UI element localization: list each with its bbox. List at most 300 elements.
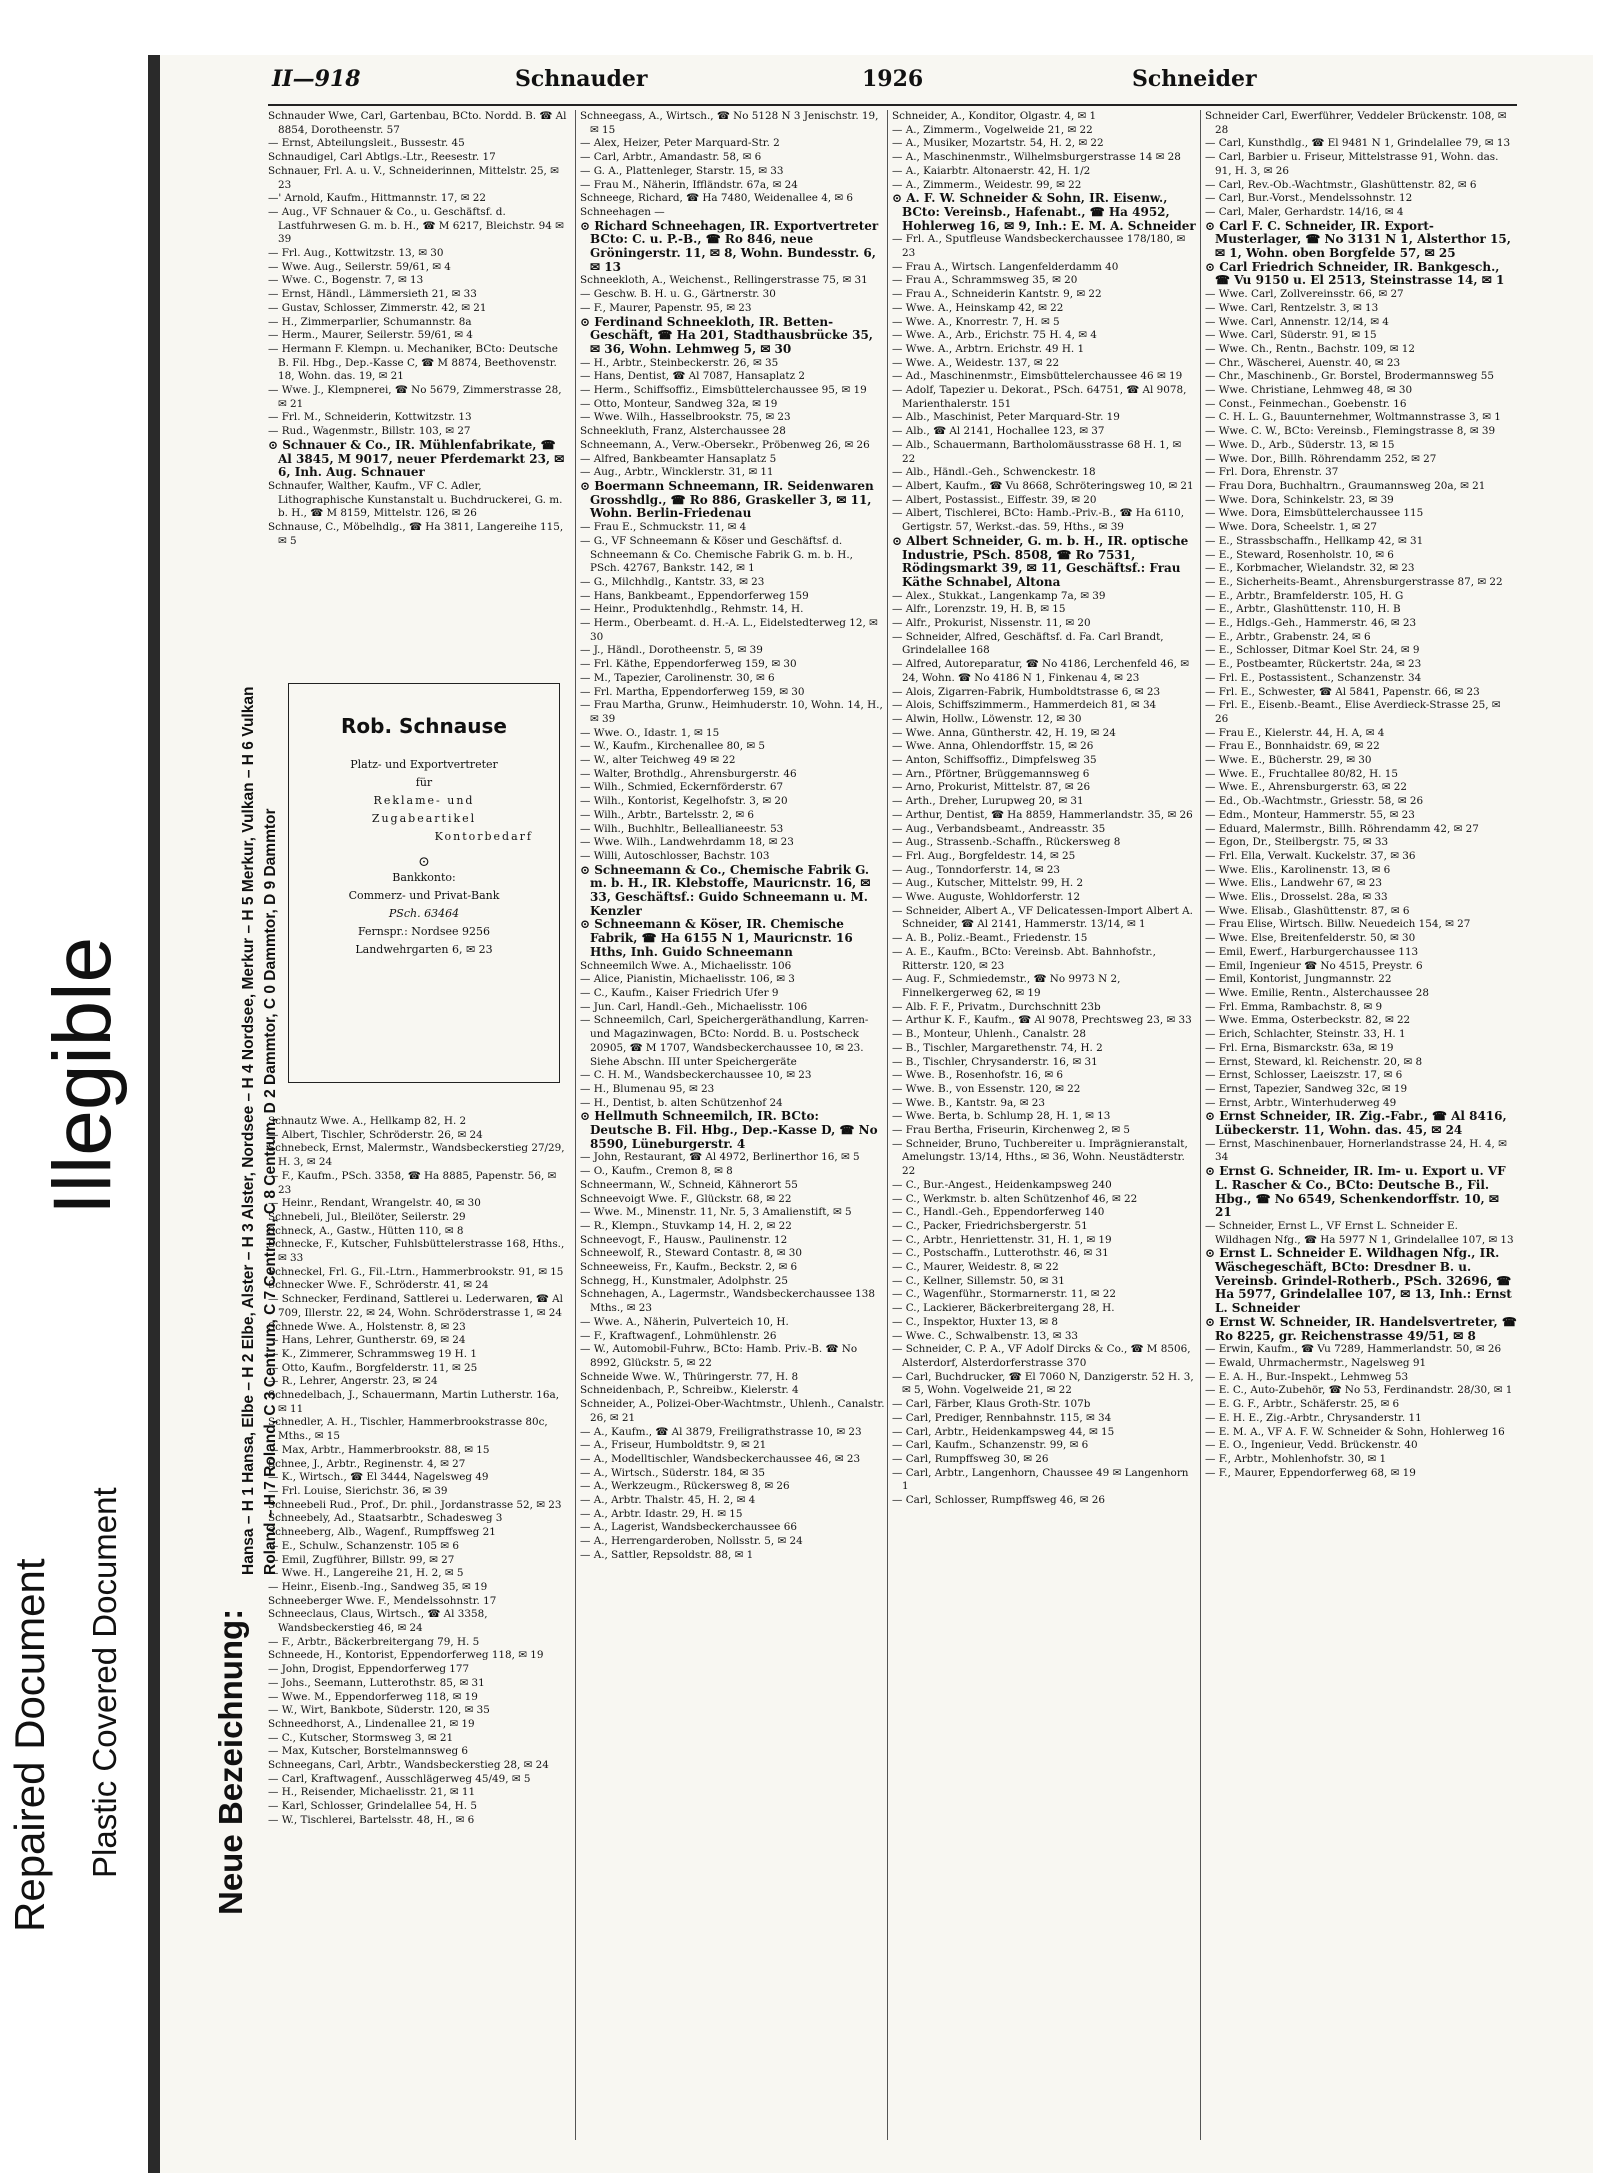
directory-entry: Schnecker Wwe. F., Schröderstr. 41, ✉ 24	[268, 1279, 489, 1292]
directory-entry: — Alb., ☎ Al 2141, Hochallee 123, ✉ 37	[892, 425, 1105, 438]
directory-entry: Schneekluth, Franz, Alsterchaussee 28	[580, 425, 786, 438]
column-4	[1205, 110, 1517, 2150]
directory-entry: — Ernst, Maschinenbauer, Hornerlandstrasse 24, H. 4, ✉ 34	[1205, 1137, 1507, 1164]
directory-entry: — Hans, Bankbeamt., Eppendorferweg 159	[580, 589, 809, 602]
directory-entry: — Frl. E., Schwester, ☎ Al 5841, Papenstr. 66, ✉ 23	[1205, 685, 1480, 698]
directory-entry: — Alwin, Hollw., Löwenstr. 12, ✉ 30	[892, 712, 1082, 725]
directory-entry: — Wwe. A., Arb., Erichstr. 75 H. 4, ✉ 4	[892, 329, 1097, 342]
directory-entry: — Wwe. A., Näherin, Pulverteich 10, H.	[580, 1315, 789, 1328]
directory-entry: — C., Kutscher, Stormsweg 3, ✉ 21	[268, 1731, 454, 1744]
directory-entry: — A., Maschinenmstr., Wilhelmsburgerstrasse 14 ✉ 28	[892, 151, 1181, 164]
left-guide-word: Schnauder	[515, 66, 648, 92]
directory-entry: — Wilh., Arbtr., Bartelsstr. 2, ✉ 6	[580, 808, 755, 821]
directory-entry: — Wwe. J., Klempnerei, ☎ No 5679, Zimmerstrasse 28, ✉ 21	[268, 384, 562, 410]
directory-entry: ⊙ Ernst L. Schneider E. Wildhagen Nfg., IR. Wäschegeschäft, BCto: Dresdner B. u. Vereinsb. Grindel-Rotherb., PSch. 32696, ☎ Ha 5977, Grindelallee 107, ✉ 13, Inh.: Ernst L. Schneider	[1205, 1246, 1512, 1316]
directory-entry: — Wwe. C., Bogenstr. 7, ✉ 13	[268, 274, 424, 287]
directory-entry: — B., Tischler, Chrysanderstr. 16, ✉ 31	[892, 1055, 1098, 1068]
directory-entry: — C. H. L. G., Bauunternehmer, Woltmannstrasse 3, ✉ 1	[1205, 411, 1501, 424]
directory-entry: — Aug. F., Schmiedemstr., ☎ No 9973 N 2, Finnelkergerweg 62, ✉ 19	[892, 973, 1121, 999]
directory-entry: Schneeberger Wwe. F., Mendelssohnstr. 17	[268, 1594, 497, 1607]
sidebar-label: Neue Bezeichnung:	[212, 1608, 249, 1915]
directory-entry: — A., Zimmerm., Vogelweide 21, ✉ 22	[892, 123, 1093, 136]
directory-entry: ⊙ Hellmuth Schneemilch, IR. BCto: Deutsche B. Fil. Hbg., Dep.-Kasse D, ☎ No 8590, Lüneburgerstr. 4	[580, 1109, 878, 1151]
directory-entry: — Frau E., Bonnhaidstr. 69, ✉ 22	[1205, 740, 1380, 753]
directory-entry: ⊙ Carl Friedrich Schneider, IR. Bankgesch., ☎ Vu 9150 u. El 2513, Steinstrasse 14, ✉ 1	[1205, 259, 1505, 288]
directory-entry: — Frl. Martha, Eppendorferweg 159, ✉ 30	[580, 685, 805, 698]
directory-entry: — R., Lehrer, Angerstr. 23, ✉ 24	[268, 1375, 438, 1388]
directory-entry: — A. B., Poliz.-Beamt., Friedenstr. 15	[892, 932, 1088, 945]
column-3	[892, 110, 1197, 2150]
ad-line: Platz- und Exportvertreter	[350, 757, 498, 771]
directory-entry: — Alfr., Prokurist, Nissenstr. 11, ✉ 20	[892, 617, 1091, 630]
directory-entry: — C., Arbtr., Henriettenstr. 31, H. 1, ✉ 19	[892, 1233, 1112, 1246]
sidebar-codes-line-1: Hansa – H 1 Hansa, Elbe – H 2 Elbe, Alster – H 3 Alster, Nordsee – H 4 Nordsee, Merkur – H 5 Merkur, Vulkan – H 6 Vulkan	[240, 686, 257, 1575]
directory-entry: Schneege, Richard, ☎ Ha 7480, Weidenallee 4, ✉ 6	[580, 192, 854, 205]
ad-line: Zugabeartikel	[371, 811, 477, 825]
directory-entry: Schneevogt, F., Hausw., Paulinenstr. 12	[580, 1233, 788, 1246]
directory-entry: — Wwe. Berta, b. Schlump 28, H. 1, ✉ 13	[892, 1110, 1111, 1123]
header-rule	[268, 104, 1517, 106]
directory-entry: Schneehagen —	[580, 205, 665, 218]
directory-entry: — Arn., Pförtner, Brüggemannsweg 6	[892, 767, 1090, 780]
directory-entry: — Carl, Färber, Klaus Groth-Str. 107b	[892, 1398, 1091, 1411]
directory-entry: — Ernst, Schlosser, Laeiszstr. 17, ✉ 6	[1205, 1069, 1403, 1082]
directory-entry: — Ernst, Händl., Lämmersieth 21, ✉ 33	[268, 288, 477, 301]
directory-entry: Schneewolf, R., Steward Contastr. 8, ✉ 30	[580, 1247, 803, 1260]
directory-entry: — Alfred, Bankbeamter Hansaplatz 5	[580, 452, 777, 465]
directory-entry: ⊙ Boermann Schneemann, IR. Seidenwaren Grosshdlg., ☎ Ro 886, Graskeller 3, ✉ 11, Wohn. Berlin-Friedenau	[580, 478, 874, 521]
directory-entry: — Wwe. Emilie, Rentn., Alsterchaussee 28	[1205, 987, 1429, 999]
directory-entry: — E., Arbtr., Grabenstr. 24, ✉ 6	[1205, 630, 1371, 643]
directory-entry: — E. C., Auto-Zubehör, ☎ No 53, Ferdinandstr. 28/30, ✉ 1	[1205, 1384, 1513, 1397]
directory-entry: — Frau E., Kielerstr. 44, H. A, ✉ 4	[1205, 726, 1385, 739]
ad-address: Landwehrgarten 6, ✉ 23	[355, 943, 493, 957]
directory-entry: — E. M. A., VF A. F. W. Schneider & Sohn, Hohlerweg 16	[1205, 1425, 1505, 1438]
directory-entry: — Chr., Maschinenb., Gr. Borstel, Brodermannsweg 55	[1205, 370, 1494, 383]
directory-entry: — Wwe. Carl, Zollvereinsstr. 66, ✉ 27	[1205, 288, 1404, 301]
directory-entry: — Alfred, Autoreparatur, ☎ No 4186, Lerchenfeld 46, ✉ 24, Wohn. ☎ No 4186 N 1, Finkenau 4, ✉ 23	[892, 658, 1189, 684]
directory-entry: — Wwe. B., Rosenhofstr. 16, ✉ 6	[892, 1069, 1063, 1082]
directory-entry: — Wwe. E., Fruchtallee 80/82, H. 15	[1205, 767, 1398, 780]
directory-entry: — Wwe. Aug., Seilerstr. 59/61, ✉ 4	[268, 260, 451, 273]
directory-entry: Schnecke, F., Kutscher, Fuhlsbüttelerstrasse 168, Hths., ✉ 33	[268, 1238, 565, 1265]
directory-entry: — A., Herrengarderoben, Nollsstr. 5, ✉ 24	[580, 1535, 803, 1548]
directory-entry: — W., Wirt, Bankbote, Süderstr. 120, ✉ 35	[268, 1704, 490, 1717]
directory-entry: — Frau A., Wirtsch. Langenfelderdamm 40	[892, 260, 1119, 273]
directory-entry: — C., Handl.-Geh., Eppendorferweg 140	[892, 1206, 1105, 1219]
directory-entry: — Carl, Schlosser, Rumpffsweg 46, ✉ 26	[892, 1494, 1105, 1507]
directory-entry: Schneider Carl, Ewerführer, Veddeler Brückenstr. 108, ✉ 28	[1205, 110, 1507, 136]
directory-entry: — Wwe. C., Schwalbenstr. 13, ✉ 33	[892, 1329, 1079, 1342]
directory-entry: — K., Zimmerer, Schrammsweg 19 H. 1	[268, 1347, 477, 1360]
directory-entry: — E. A. H., Bur.-Inspekt., Lehmweg 53	[1205, 1370, 1409, 1383]
directory-entry: Schnedler, A. H., Tischler, Hammerbrookstrasse 80c, Mths., ✉ 15	[268, 1416, 548, 1443]
directory-entry: Schneider, A., Konditor, Olgastr. 4, ✉ 1	[892, 110, 1097, 122]
directory-entry: — Alois, Zigarren-Fabrik, Humboldtstrasse 6, ✉ 23	[892, 685, 1161, 698]
directory-entry: — B., Monteur, Uhlenh., Canalstr. 28	[892, 1028, 1087, 1041]
directory-entry: — Carl, Maler, Gerhardstr. 14/16, ✉ 4	[1205, 205, 1404, 218]
directory-entry: — John, Drogist, Eppendorferweg 177	[268, 1663, 470, 1676]
directory-entry: — Const., Feinmechan., Goebenstr. 16	[1205, 397, 1407, 410]
directory-entry: Schneermann, W., Schneid, Kähnerort 55	[580, 1178, 798, 1191]
directory-entry: ⊙ Schneemann & Co., Chemische Fabrik G. m. b. H., IR. Klebstoffe, Mauricnstr. 16, ✉ 33, Geschäftsf.: Guido Schneemann u. M. Kenzler	[580, 862, 871, 918]
directory-entry: — Walter, Brothdlg., Ahrensburgerstr. 46	[580, 767, 797, 780]
column-1-lower-list	[268, 1115, 568, 2150]
directory-entry: — M., Tapezier, Carolinenstr. 30, ✉ 6	[580, 671, 775, 684]
directory-entry: — Hans, Lehrer, Guntherstr. 69, ✉ 24	[268, 1334, 466, 1347]
directory-entry: Schnede Wwe. A., Holstenstr. 8, ✉ 23	[268, 1320, 466, 1333]
directory-entry: — H., Zimmerparlier, Schumannstr. 8a	[268, 315, 472, 328]
directory-entry: — Willi, Autoschlosser, Bachstr. 103	[580, 849, 770, 862]
directory-entry: — A., Musiker, Mozartstr. 54, H. 2, ✉ 22	[892, 137, 1104, 150]
directory-entry: — Herm., Maurer, Seilerstr. 59/61, ✉ 4	[268, 329, 473, 342]
directory-entry: — Schneemilch, Carl, Speichergeräthandlung, Karren- und Magazinwagen, BCto: Nordd. B. u. Postscheck 20905, ☎ M 1707, Wandsbeckerchaussee 10, ✉ 23. Siehe Abschn. III unter Speichergeräte	[580, 1014, 869, 1068]
directory-entry: — A., Friseur, Humboldtstr. 9, ✉ 21	[580, 1439, 767, 1452]
directory-entry: — Frl. Emma, Rambachstr. 8, ✉ 9	[1205, 1000, 1383, 1013]
directory-entry: — Erwin, Kaufm., ☎ Vu 7289, Hammerlandstr. 50, ✉ 26	[1205, 1343, 1502, 1356]
directory-entry: Schnaufer, Walther, Kaufm., VF C. Adler, Lithographische Kunstanstalt u. Buchdruckerei, G. m. b. H., ☎ M 8159, Mittelstr. 126, ✉ 26	[268, 479, 563, 520]
directory-entry: — Carl, Bur.-Vorst., Mendelssohnstr. 12	[1205, 192, 1413, 205]
directory-entry: — E., Arbtr., Glashüttenstr. 110, H. B	[1205, 603, 1401, 616]
directory-entry: ⊙ A. F. W. Schneider & Sohn, IR. Eisenw., BCto: Vereinsb., Hafenabt., ☎ Ha 4952, Hohlerweg 16, ✉ 9, Inh.: E. M. A. Schneider	[892, 191, 1196, 233]
directory-entry: — Frl. Ella, Verwalt. Kuckelstr. 37, ✉ 36	[1205, 849, 1416, 862]
directory-entry: — Jun. Carl, Handl.-Geh., Michaelisstr. 106	[580, 1000, 808, 1013]
directory-entry: — Rud., Wagenmstr., Billstr. 103, ✉ 27	[268, 425, 471, 438]
directory-entry: — Wwe. M., Eppendorferweg 118, ✉ 19	[268, 1690, 478, 1703]
directory-entry: — Frl. Louise, Sierichstr. 36, ✉ 39	[268, 1484, 448, 1497]
directory-entry: — Edm., Monteur, Hammerstr. 55, ✉ 23	[1205, 808, 1415, 821]
directory-entry: — Wwe. Anna, Ohlendorffstr. 15, ✉ 26	[892, 740, 1094, 753]
directory-entry: — Albert, Tischlerei, BCto: Hamb.-Priv.-B., ☎ Ha 6110, Gertigstr. 57, Werkst.-das. 59, Hths., ✉ 39	[892, 507, 1185, 534]
directory-entry: — E. H. E., Zig.-Arbtr., Chrysanderstr. 11	[1205, 1411, 1422, 1424]
directory-year: 1926	[862, 66, 924, 92]
directory-entry: — A., Modelltischler, Wandsbeckerchaussee 46, ✉ 23	[580, 1452, 861, 1465]
ad-line: Kontorbedarf	[434, 829, 533, 843]
directory-entry: — Frau Martha, Grunw., Heimhuderstr. 10, Wohn. 14, H., ✉ 39	[580, 699, 883, 725]
directory-entry: — Wilh., Buchhltr., Belleallianeestr. 53	[580, 822, 784, 835]
directory-entry: — Schneider, Albert A., VF Delicatessen-Import Albert A. Schneider, ☎ Al 2141, Hammerstr. 13/14, ✉ 1	[892, 904, 1193, 931]
directory-entry: ⊙ Ernst W. Schneider, IR. Handelsvertreter, ☎ Ro 8225, gr. Reichenstrasse 49/51, ✉ 8	[1205, 1314, 1517, 1343]
directory-entry: — A., Lagerist, Wandsbeckerchaussee 66	[580, 1521, 797, 1534]
directory-entry: — Frau A., Schrammsweg 35, ✉ 20	[892, 274, 1078, 287]
directory-entry: Schnautz Wwe. A., Hellkamp 82, H. 2	[268, 1115, 467, 1127]
directory-entry: — Frl. Erna, Bismarckstr. 63a, ✉ 19	[1205, 1041, 1394, 1054]
directory-entry: — G., VF Schneemann & Köser und Geschäftsf. d. Schneemann & Co. Chemische Fabrik G. m. b. H., PSch. 42767, Bankstr. 142, ✉ 1	[580, 534, 853, 575]
directory-entry: — H., Arbtr., Steinbeckerstr. 26, ✉ 35	[580, 356, 779, 369]
directory-entry: — C., Kellner, Sillemstr. 50, ✉ 31	[892, 1274, 1065, 1287]
column-1-upper-list	[268, 110, 568, 655]
repaired-document-stamp: Repaired Document	[6, 1558, 53, 1932]
directory-entry: Schnebeli, Jul., Bleilöter, Seilerstr. 29	[268, 1210, 466, 1223]
directory-entry: — Frl. A., Sputfleuse Wandsbeckerchaussee 178/180, ✉ 23	[892, 233, 1186, 260]
directory-entry: — Wwe. Dor., Billh. Röhrendamm 252, ✉ 27	[1205, 452, 1437, 465]
directory-entry: — Wwe. Dora, Eimsbüttelerchaussee 115	[1205, 507, 1424, 520]
directory-entry: — Carl, Kraftwagenf., Ausschlägerweg 45/49, ✉ 5	[268, 1772, 531, 1785]
directory-entry: Schneeweiss, Fr., Kaufm., Beckstr. 2, ✉ 6	[580, 1261, 798, 1274]
directory-entry: Schneck, A., Gastw., Hütten 110, ✉ 8	[268, 1224, 464, 1237]
directory-entry: — Carl, Arbtr., Heidenkampsweg 44, ✉ 15	[892, 1425, 1115, 1438]
directory-entry: — Wwe. A., Heinskamp 42, ✉ 22	[892, 301, 1064, 314]
directory-entry: Schneekloth, A., Weichenst., Rellingerstrasse 75, ✉ 31	[580, 274, 868, 287]
directory-entry: — Carl, Arbtr., Langenhorn, Chaussee 49 ✉ Langenhorn 1	[892, 1466, 1189, 1493]
directory-entry: Schneedhorst, A., Lindenallee 21, ✉ 19	[268, 1717, 475, 1730]
directory-entry: — Ernst, Tapezier, Sandweg 32c, ✉ 19	[1205, 1082, 1408, 1095]
directory-entry: — A., Werkzeugm., Rückersweg 8, ✉ 26	[580, 1480, 790, 1493]
directory-entry: — C., Inspektor, Huxter 13, ✉ 8	[892, 1315, 1058, 1328]
directory-entry: ⊙ Schnauer & Co., IR. Mühlenfabrikate, ☎ Al 3845, M 9017, neuer Pferdemarkt 23, ✉ 6, Inh. Aug. Schnauer	[268, 437, 565, 480]
directory-entry: — Ad., Maschinenmstr., Eimsbüttelerchaussee 46 ✉ 19	[892, 370, 1183, 383]
directory-entry: — E., Postbeamter, Rückertstr. 24a, ✉ 23	[1205, 658, 1422, 671]
directory-entry: Schnehagen, A., Lagermstr., Wandsbeckerchaussee 138 Mths., ✉ 23	[580, 1288, 875, 1315]
column-2	[580, 110, 885, 2150]
directory-entry: — E., Hdlgs.-Geh., Hammerstr. 46, ✉ 23	[1205, 617, 1417, 630]
plastic-covered-stamp: Plastic Covered Document	[86, 1487, 123, 1878]
directory-entry: Schnauder Wwe, Carl, Gartenbau, BCto. Nordd. B. ☎ Al 8854, Dorotheenstr. 57	[268, 110, 567, 136]
ad-phone: Fernspr.: Nordsee 9256	[357, 925, 491, 939]
ad-line: Reklame- und	[373, 793, 475, 807]
directory-entry: — Heinr., Rendant, Wrangelstr. 40, ✉ 30	[268, 1197, 481, 1210]
directory-entry: — Frl. M., Schneiderin, Kottwitzstr. 13	[268, 411, 472, 424]
directory-entry: — Frau M., Näherin, Iffländstr. 67a, ✉ 24	[580, 178, 798, 191]
directory-entry: — A., Kaiarbtr. Altonaerstr. 42, H. 1/2	[892, 164, 1091, 177]
directory-entry: — Wwe. Carl, Annenstr. 12/14, ✉ 4	[1205, 315, 1389, 328]
directory-entry: — Ed., Ob.-Wachtmstr., Griesstr. 58, ✉ 26	[1205, 795, 1424, 808]
directory-entry: — A., Zimmerm., Weidestr. 99, ✉ 22	[892, 178, 1082, 191]
directory-entry: — C., Packer, Friedrichsbergerstr. 51	[892, 1219, 1088, 1232]
directory-entry: — Carl, Rumpffsweg 30, ✉ 26	[892, 1452, 1049, 1465]
directory-entry: — E., Steward, Rosenholstr. 10, ✉ 6	[1205, 548, 1394, 561]
directory-entry: — Carl, Kaufm., Schanzenstr. 99, ✉ 6	[892, 1439, 1089, 1452]
directory-entry: — Schneider, Bruno, Tuchbereiter u. Imprägnieranstalt, Amelungstr. 13/14, Hths., ✉ 36, Wohn. Neustädterstr. 22	[892, 1137, 1188, 1178]
directory-entry: — C., Werkmstr. b. alten Schützenhof 46, ✉ 22	[892, 1192, 1138, 1205]
column-divider	[1200, 110, 1201, 2140]
directory-entry: — Arthur, Dentist, ☎ Ha 8859, Hammerlandstr. 35, ✉ 26	[892, 808, 1193, 821]
directory-entry: — Wwe. Wilh., Hasselbrookstr. 75, ✉ 23	[580, 411, 791, 424]
directory-entry: Schneckel, Frl. G., Fil.-Ltrn., Hammerbrookstr. 91, ✉ 15	[268, 1265, 564, 1278]
directory-entry: — Carl, Buchdrucker, ☎ El 7060 N, Danzigerstr. 52 H. 3, ✉ 5, Wohn. Vogelweide 21, ✉ 22	[892, 1370, 1194, 1397]
ad-bank-name: Commerz- und Privat-Bank	[348, 889, 500, 903]
directory-entry: — A., Sattler, Repsoldstr. 88, ✉ 1	[580, 1548, 754, 1561]
directory-entry: — Wwe. Anna, Güntherstr. 42, H. 19, ✉ 24	[892, 726, 1116, 739]
directory-entry: — Schnecker, Ferdinand, Sattlerei u. Lederwaren, ☎ Al 709, Illerstr. 22, ✉ 24, Wohn. Schröderstrasse 1, ✉ 24	[268, 1293, 563, 1319]
directory-entry: — C., Maurer, Weidestr. 8, ✉ 22	[892, 1261, 1059, 1274]
directory-entry: — Karl, Schlosser, Grindelallee 54, H. 5	[268, 1800, 477, 1813]
directory-entry: Schneide Wwe. W., Thüringerstr. 77, H. 8	[580, 1370, 799, 1383]
directory-entry: — C., Lackierer, Bäckerbreitergang 28, H.	[892, 1302, 1115, 1315]
directory-entry: — Gustav, Schlosser, Zimmerstr. 42, ✉ 21	[268, 301, 487, 314]
directory-entry: — Chr., Wäscherei, Auenstr. 40, ✉ 23	[1205, 356, 1401, 369]
directory-entry: — Schneider, Alfred, Geschäftsf. d. Fa. Carl Brandt, Grindelallee 168	[892, 630, 1164, 657]
directory-entry: — Aug., Arbtr., Wincklerstr. 31, ✉ 11	[580, 466, 774, 479]
directory-entry: — Wwe. Elis., Landwehr 67, ✉ 23	[1205, 877, 1382, 890]
directory-entry: ⊙ Albert Schneider, G. m. b. H., IR. optische Industrie, PSch. 8508, ☎ Ro 7531, Rödingsmarkt 39, ✉ 11, Geschäftsf.: Frau Käthe Schnabel, Altona	[892, 533, 1189, 589]
directory-entry: — Adolf, Tapezier u. Dekorat., PSch. 64751, ☎ Al 9078, Marienthalerstr. 151	[892, 384, 1187, 410]
directory-entry: — Heinr., Produktenhdlg., Rehmstr. 14, H.	[580, 603, 804, 616]
directory-entry: — Wwe. O., Idastr. 1, ✉ 15	[580, 726, 720, 739]
directory-entry: — Ewald, Uhrmachermstr., Nagelsweg 91	[1205, 1356, 1427, 1369]
directory-entry: — Alb., Schauermann, Bartholomäusstrasse 68 H. 1, ✉ 22	[892, 438, 1182, 465]
directory-entry: Schneeclaus, Claus, Wirtsch., ☎ Al 3358, Wandsbeckerstieg 46, ✉ 24	[268, 1608, 488, 1635]
directory-entry: — A., Kaufm., ☎ Al 3879, Freiligrathstrasse 10, ✉ 23	[580, 1425, 862, 1438]
advertisement-box	[288, 683, 560, 1083]
directory-entry: — C. H. M., Wandsbeckerchaussee 10, ✉ 23	[580, 1069, 812, 1082]
directory-entry: — Schneider, C. P. A., VF Adolf Dircks & Co., ☎ M 8506, Alsterdorf, Alsterdorferstrasse 370	[892, 1343, 1191, 1369]
directory-entry: — Carl, Rev.-Ob.-Wachtmstr., Glashüttenstr. 82, ✉ 6	[1205, 178, 1477, 191]
directory-entry: — Carl, Kunsthdlg., ☎ El 9481 N 1, Grindelallee 79, ✉ 13	[1205, 137, 1511, 150]
directory-entry: — Emil, Zugführer, Billstr. 99, ✉ 27	[268, 1553, 455, 1566]
directory-entry: — Frl. Aug., Kottwitzstr. 13, ✉ 30	[268, 247, 444, 260]
column-divider	[575, 110, 576, 2140]
directory-entry: — K., Wirtsch., ☎ El 3444, Nagelsweg 49	[268, 1471, 489, 1484]
directory-entry: — Egon, Dr., Steilbergstr. 75, ✉ 33	[1205, 836, 1389, 849]
directory-entry: Schneider, A., Polizei-Ober-Wachtmstr., Uhlenh., Canalstr. 26, ✉ 21	[580, 1398, 885, 1424]
directory-entry: — B., Tischler, Margarethenstr. 74, H. 2	[892, 1041, 1103, 1054]
column-1	[268, 110, 568, 2150]
directory-entry: — Wilh., Kontorist, Kegelhofstr. 3, ✉ 20	[580, 795, 788, 808]
directory-entry: — F., Kaufm., PSch. 3358, ☎ Ha 8885, Papenstr. 56, ✉ 23	[268, 1169, 557, 1196]
directory-entry: — Max, Arbtr., Hammerbrookstr. 88, ✉ 15	[268, 1443, 490, 1456]
directory-entry: Schnedelbach, J., Schauermann, Martin Lutherstr. 16a, ✉ 11	[268, 1389, 560, 1415]
directory-entry: — Albert, Kaufm., ☎ Vu 8668, Schröteringsweg 10, ✉ 21	[892, 479, 1194, 492]
directory-entry: — A. E., Kaufm., BCto: Vereinsb. Abt. Bahnhofstr., Ritterstr. 120, ✉ 23	[892, 945, 1156, 972]
directory-entry: — H., Dentist, b. alten Schützenhof 24	[580, 1096, 783, 1109]
directory-entry: — Hermann F. Klempn. u. Mechaniker, BCto: Deutsche B. Fil. Hbg., Dep.-Kasse C, ☎ M 8874, Beethovenstr. 18, Wohn. das. 19, ✉ 21	[268, 342, 558, 383]
directory-entry: — E. O., Ingenieur, Vedd. Brückenstr. 40	[1205, 1439, 1418, 1452]
directory-entry: — F., Arbtr., Mohlenhofstr. 30, ✉ 1	[1205, 1452, 1387, 1465]
page-number: II—918	[272, 66, 361, 92]
directory-entry: ⊙ Ernst G. Schneider, IR. Im- u. Export u. VF L. Rascher & Co., BCto: Deutsche B., Fil. Hbg., ☎ No 6549, Schenkendorffstr. 10, ✉ 21	[1205, 1164, 1506, 1220]
directory-entry: —' Arnold, Kaufm., Hittmannstr. 17, ✉ 22	[268, 192, 486, 205]
directory-entry: Schneebely, Ad., Staatsarbtr., Schadesweg 3	[268, 1512, 503, 1525]
directory-entry: Schnaudigel, Carl Abtlgs.-Ltr., Reesestr. 17	[268, 151, 496, 164]
directory-entry: — Wwe. B., Kantstr. 9a, ✉ 23	[892, 1096, 1045, 1109]
directory-entry: — Wwe. Wilh., Landwehrdamm 18, ✉ 23	[580, 836, 794, 849]
directory-entry: — Heinr., Eisenb.-Ing., Sandweg 35, ✉ 19	[268, 1580, 488, 1593]
directory-entry: — Frl. Dora, Ehrenstr. 37	[1205, 466, 1339, 479]
ad-line: für	[415, 775, 433, 789]
directory-entry: — Emil, Ewerf., Harburgerchaussee 113	[1205, 945, 1419, 958]
directory-entry: — Wwe. Carl, Rentzelstr. 3, ✉ 13	[1205, 301, 1379, 314]
directory-entry: — Emil, Kontorist, Jungmannstr. 22	[1205, 973, 1392, 986]
directory-entry: — A., Wirtsch., Süderstr. 184, ✉ 35	[580, 1466, 766, 1479]
directory-entry: Schneemann, A., Verw.-Obersekr., Pröbenweg 26, ✉ 26	[580, 438, 870, 451]
directory-entry: — Wwe. H., Langereihe 21, H. 2, ✉ 5	[268, 1567, 464, 1580]
directory-entry: — E., Korbmacher, Wielandstr. 32, ✉ 23	[1205, 562, 1415, 575]
directory-entry: — Otto, Monteur, Sandweg 32a, ✉ 19	[580, 397, 778, 410]
page-binding-edge	[148, 55, 160, 2173]
directory-entry: — O., Kaufm., Cremon 8, ✉ 8	[580, 1165, 733, 1178]
directory-entry: — Wwe. A., Knorrestr. 7, H. ✉ 5	[892, 315, 1060, 328]
directory-entry: — Alfr., Lorenzstr. 19, H. B, ✉ 15	[892, 603, 1066, 616]
directory-entry: — Herm., Oberbeamt. d. H.-A. L., Eidelstedterweg 12, ✉ 30	[580, 617, 878, 643]
directory-entry: — Aug., VF Schnauer & Co., u. Geschäftsf. d. Lastfuhrwesen G. m. b. H., ☎ M 6217, Bleichstr. 94 ✉ 39	[268, 205, 564, 246]
sidebar-codes-line-2: Roland – H 7 Roland, C 3 Centrum, C 7 Centrum, C 8 Centrum, D 2 Dammtor, C 0 Dammtor, D 9 Dammtor	[262, 808, 279, 1575]
directory-entry: — Wwe. Elisab., Glashüttenstr. 87, ✉ 6	[1205, 904, 1410, 917]
directory-entry: — Alb., Händl.-Geh., Schwenckestr. 18	[892, 466, 1096, 479]
directory-entry: — Schneider, Ernst L., VF Ernst L. Schneider E. Wildhagen Nfg., ☎ Ha 5977 N 1, Grindelallee 107, ✉ 13	[1205, 1219, 1514, 1246]
directory-entry: Schnegg, H., Kunstmaler, Adolphstr. 25	[580, 1274, 788, 1287]
directory-entry: — A., Arbtr. Thalstr. 45, H. 2, ✉ 4	[580, 1494, 756, 1507]
directory-entry: Schneegans, Carl, Arbtr., Wandsbeckerstieg 28, ✉ 24	[268, 1759, 549, 1772]
directory-entry: — C., Kaufm., Kaiser Friedrich Ufer 9	[580, 987, 779, 999]
directory-entry: — Wwe. E., Bücherstr. 29, ✉ 30	[1205, 754, 1372, 767]
directory-entry: — Alex, Heizer, Peter Marquard-Str. 2	[580, 137, 780, 150]
directory-entry: — Alice, Pianistin, Michaelisstr. 106, ✉ 3	[580, 973, 795, 986]
directory-entry: — Arthur K. F., Kaufm., ☎ Al 9078, Prechtsweg 23, ✉ 33	[892, 1014, 1192, 1027]
directory-entry: — Carl, Prediger, Rennbahnstr. 115, ✉ 34	[892, 1411, 1112, 1424]
directory-entry: — Wwe. Dora, Schinkelstr. 23, ✉ 39	[1205, 493, 1394, 506]
directory-entry: — Max, Kutscher, Borstelmannsweg 6	[268, 1745, 469, 1758]
directory-entry: Schnause, C., Möbelhdlg., ☎ Ha 3811, Langereihe 115, ✉ 5	[268, 521, 564, 547]
column-divider	[887, 110, 888, 2140]
directory-entry: — Wwe. E., Ahrensburgerstr. 63, ✉ 22	[1205, 781, 1407, 794]
directory-entry: — Wwe. D., Arb., Süderstr. 13, ✉ 15	[1205, 438, 1395, 451]
directory-entry: — G. A., Plattenleger, Starstr. 15, ✉ 33	[580, 164, 784, 177]
directory-entry: — Herm., Schiffsoffiz., Eimsbüttelerchaussee 95, ✉ 19	[580, 384, 867, 397]
ad-title: Rob. Schnause	[341, 714, 507, 738]
directory-entry: ⊙ Schneemann & Köser, IR. Chemische Fabrik, ☎ Ha 6155 N 1, Mauricnstr. 16 Hths, Inh. Guido Schneemann	[580, 917, 853, 959]
directory-entry: Schneidenbach, P., Schreibw., Kielerstr. 4	[580, 1384, 799, 1397]
directory-entry: — Wwe. Auguste, Wohldorferstr. 12	[892, 891, 1081, 904]
directory-entry: ⊙ Ernst Schneider, IR. Zig.-Fabr., ☎ Al 8416, Lübeckerstr. 11, Wohn. das. 45, ✉ 24	[1205, 1109, 1507, 1138]
directory-entry: — J., Händl., Dorotheenstr. 5, ✉ 39	[580, 644, 763, 657]
directory-entry: — E., Schulw., Schanzenstr. 105 ✉ 6	[268, 1539, 459, 1552]
directory-entry: Schneede, H., Kontorist, Eppendorferweg 118, ✉ 19	[268, 1649, 544, 1662]
directory-entry: — A., Arbtr. Idastr. 29, H. ✉ 15	[580, 1507, 743, 1520]
directory-entry: — Aug., Verbandsbeamt., Andreasstr. 35	[892, 822, 1106, 835]
directory-entry: — W., alter Teichweg 49 ✉ 22	[580, 754, 736, 767]
ad-symbol: ⊙	[418, 853, 430, 870]
directory-entry: — R., Klempn., Stuvkamp 14, H. 2, ✉ 22	[580, 1219, 792, 1232]
directory-entry: — Eduard, Malermstr., Billh. Röhrendamm 42, ✉ 27	[1205, 822, 1479, 835]
directory-entry: — Frau A., Schneiderin Kantstr. 9, ✉ 22	[892, 288, 1102, 301]
directory-entry: Schneevoigt Wwe. F., Glückstr. 68, ✉ 22	[580, 1192, 792, 1205]
right-guide-word: Schneider	[1132, 66, 1257, 92]
directory-entry: Schnauer, Frl. A. u. V., Schneiderinnen, Mittelstr. 25, ✉ 23	[268, 164, 559, 191]
directory-entry: — C., Wagenführ., Stormarnerstr. 11, ✉ 22	[892, 1288, 1116, 1301]
directory-entry: Schnebeck, Ernst, Malermstr., Wandsbeckerstieg 27/29, H. 3, ✉ 24	[268, 1142, 565, 1169]
ad-bank-title: Bankkonto:	[392, 871, 456, 885]
directory-entry: — E. G. F., Arbtr., Schäferstr. 25, ✉ 6	[1205, 1398, 1400, 1411]
directory-entry: — Wwe. Christiane, Lehmweg 48, ✉ 30	[1205, 384, 1413, 397]
directory-entry: — Otto, Kaufm., Borgfelderstr. 11, ✉ 25	[268, 1361, 478, 1374]
directory-entry: — Wilh., Schmied, Eckernförderstr. 67	[580, 781, 784, 794]
directory-entry: — Frl. Aug., Borgfeldestr. 14, ✉ 25	[892, 849, 1076, 862]
directory-entry: — Wwe. M., Minenstr. 11, Nr. 5, 3 Amalienstift, ✉ 5	[580, 1206, 852, 1219]
directory-entry: — John, Restaurant, ☎ Al 4972, Berlinerthor 16, ✉ 5	[580, 1151, 860, 1164]
directory-entry: — Wwe. Elis., Drosselst. 28a, ✉ 33	[1205, 891, 1388, 904]
directory-entry: — Aug., Kutscher, Mittelstr. 99, H. 2	[892, 877, 1084, 890]
directory-entry: — Aug., Strassenb.-Schaffn., Rückersweg 8	[892, 836, 1121, 849]
directory-entry: — Wwe. A., Weidestr. 137, ✉ 22	[892, 356, 1060, 369]
directory-entry: — H., Blumenau 95, ✉ 23	[580, 1082, 715, 1095]
directory-entry: — Frau E., Schmuckstr. 11, ✉ 4	[580, 521, 747, 534]
directory-entry: — W., Kaufm., Kirchenallee 80, ✉ 5	[580, 740, 766, 753]
directory-entry: — Erich, Schlachter, Steinstr. 33, H. 1	[1205, 1028, 1406, 1041]
directory-entry: — Geschw. B. H. u. G., Gärtnerstr. 30	[580, 288, 776, 301]
directory-entry: — Johs., Seemann, Lutterothstr. 85, ✉ 31	[268, 1676, 485, 1689]
directory-entry: — E., Strassbschaffn., Hellkamp 42, ✉ 31	[1205, 534, 1424, 547]
directory-entry: — Carl, Barbier u. Friseur, Mittelstrasse 91, Wohn. das. 91, H. 3, ✉ 26	[1205, 151, 1499, 177]
directory-entry: Schnee, J., Arbtr., Reginenstr. 4, ✉ 27	[268, 1457, 466, 1470]
directory-entry: — Aug., Tonndorferstr. 14, ✉ 23	[892, 863, 1061, 876]
directory-entry: — W., Tischlerei, Bartelsstr. 48, H., ✉ 6	[268, 1813, 475, 1826]
directory-entry: ⊙ Carl F. C. Schneider, IR. Export-Musterlager, ☎ No 3131 N 1, Alsterthor 15, ✉ 1, Wohn. oben Borgfelde 57, ✉ 25	[1205, 218, 1511, 261]
directory-entry: ⊙ Ferdinand Schneekloth, IR. Betten-Geschäft, ☎ Ha 201, Stadthausbrücke 35, ✉ 36, Wohn. Lehmweg 5, ✉ 30	[580, 314, 873, 356]
directory-entry: — Wwe. A., Arbtrn. Erichstr. 49 H. 1	[892, 342, 1085, 355]
directory-entry: — Frau Dora, Buchhaltrn., Graumannsweg 20a, ✉ 21	[1205, 479, 1486, 492]
directory-entry: — Frau Elise, Wirtsch. Billw. Neuedeich 154, ✉ 27	[1205, 918, 1471, 931]
